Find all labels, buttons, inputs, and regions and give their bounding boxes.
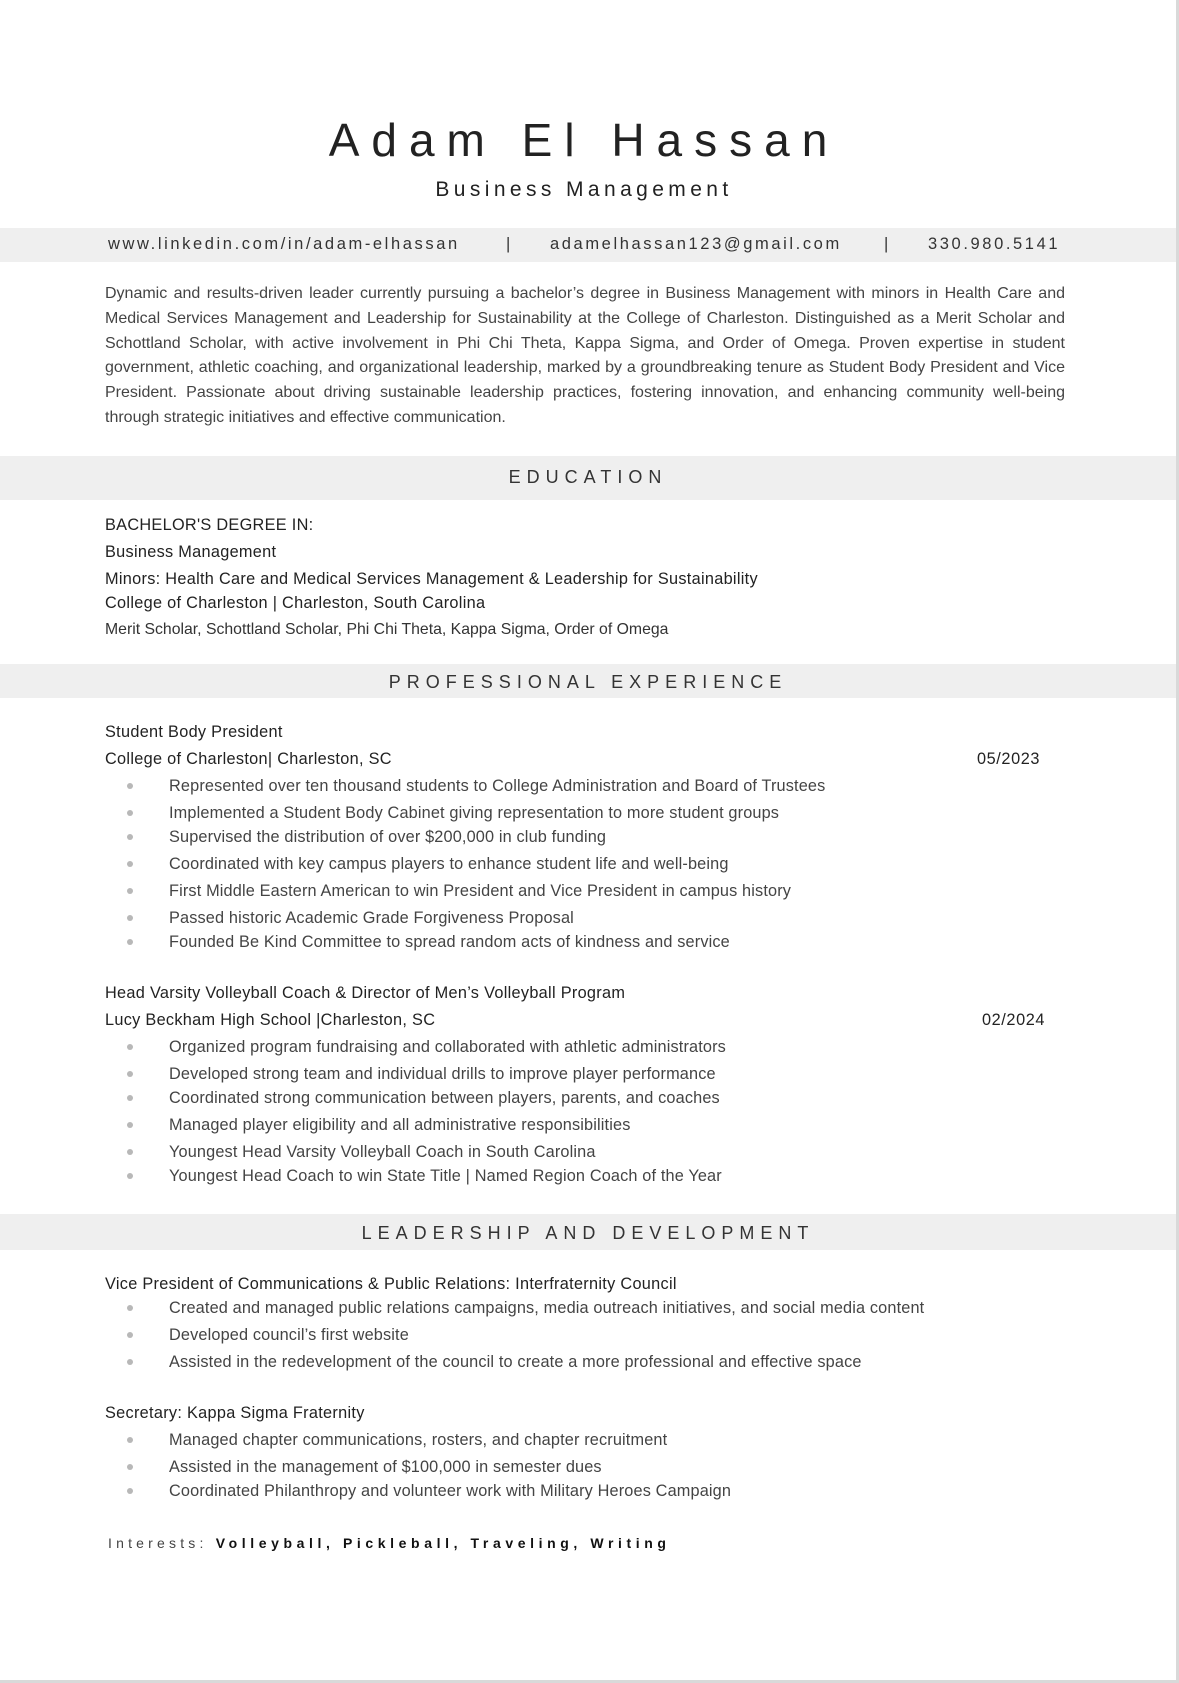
list-item: Coordinated Philanthropy and volunteer work with Military Heroes Campaign [169,1482,732,1500]
list-item: Managed chapter communications, rosters, and chapter recruitment [169,1431,668,1449]
list-item: Founded Be Kind Committee to spread random acts of kindness and service [169,933,730,951]
list-item: Youngest Head Coach to win State Title | Named Region Coach of the Year [169,1167,722,1185]
interests-line [108,1532,671,1554]
bullet-icon [127,1359,133,1365]
professional-summary: Dynamic and results-driven leader currently pursuing a bachelor’s degree in Business Management with minors in Health Care and Medical Services Management and Leadership for Sustainability at the College of Charleston. Distinguished as a Merit Scholar and Schottland Scholar, with active involvement in Phi Chi Theta, Kappa Sigma, and Order of Omega. Proven expertise in student government, athletic coaching, and organizational leadership, marked by a groundbreaking tenure as Student Body President and Vice President. Passionate about driving sustainable leadership practices, fostering innovation, and enhancing community well-being through strategic initiatives and effective communication. [105,285,1065,426]
list-item: Managed player eligibility and all administrative responsibilities [169,1116,631,1134]
job-date: 05/2023 [977,750,1041,768]
role-title: Vice President of Communications & Public Relations: Interfraternity Council [105,1275,677,1293]
bullet-icon [127,1173,133,1179]
list-item: First Middle Eastern American to win President and Vice President in campus history [169,882,792,900]
contact-separator: | [884,235,889,253]
bullet-icon [127,1149,133,1155]
bullet-icon [127,939,133,945]
linkedin-link[interactable]: www.linkedin.com/in/adam-elhassan [108,235,460,253]
bullet-icon [127,915,133,921]
honors: Merit Scholar, Schottland Scholar, Phi Chi Theta, Kappa Sigma, Order of Omega [105,621,669,638]
list-item: Supervised the distribution of over $200,000 in club funding [169,828,607,846]
section-heading-education: EDUCATION [508,467,668,487]
bullet-icon [127,1464,133,1470]
bullet-icon [127,1437,133,1443]
section-heading-experience: PROFESSIONAL EXPERIENCE [388,672,788,692]
bullet-icon [127,1305,133,1311]
school-name: College of Charleston | Charleston, South Carolina [105,594,486,612]
list-item: Created and managed public relations campaigns, media outreach initiatives, and social media content [169,1299,925,1317]
list-item: Coordinated with key campus players to enhance student life and well-being [169,855,729,873]
job-title: Student Body President [105,723,283,741]
role-title: Secretary: Kappa Sigma Fraternity [105,1404,365,1422]
job-organization: Lucy Beckham High School |Charleston, SC [105,1011,436,1029]
contact-separator: | [506,235,511,253]
email-link[interactable]: adamelhassan123@gmail.com [550,235,842,253]
list-item: Coordinated strong communication between players, parents, and coaches [169,1089,720,1107]
candidate-title: Business Management [435,178,733,201]
list-item: Developed council’s first website [169,1326,409,1344]
job-organization: College of Charleston| Charleston, SC [105,750,392,768]
list-item: Represented over ten thousand students to College Administration and Board of Trustees [169,777,826,795]
bullet-icon [127,1332,133,1338]
degree-label: BACHELOR'S DEGREE IN: [105,516,314,534]
list-item: Implemented a Student Body Cabinet giving representation to more student groups [169,804,780,822]
bullet-icon [127,1044,133,1050]
list-item: Assisted in the management of $100,000 in semester dues [169,1458,602,1476]
bullet-icon [127,1071,133,1077]
list-item: Organized program fundraising and collaborated with athletic administrators [169,1038,726,1056]
bullet-icon [127,888,133,894]
interests-value: Volleyball, Pickleball, Traveling, Writing [215,1535,671,1551]
bullet-icon [127,810,133,816]
job-date: 02/2024 [982,1011,1046,1029]
bullet-icon [127,783,133,789]
job-title: Head Varsity Volleyball Coach & Director of Men’s Volleyball Program [105,984,626,1002]
phone-number: 330.980.5141 [928,235,1061,253]
list-item: Developed strong team and individual drills to improve player performance [169,1065,716,1083]
bullet-icon [127,1095,133,1101]
candidate-name: Adam El Hassan [328,114,840,166]
list-item: Assisted in the redevelopment of the council to create a more professional and effective space [169,1353,862,1371]
degree-major: Business Management [105,543,277,561]
bullet-icon [127,834,133,840]
list-item: Passed historic Academic Grade Forgiveness Proposal [169,909,574,927]
bullet-icon [127,1488,133,1494]
interests-label: Interests: [108,1535,208,1551]
bullet-icon [127,861,133,867]
list-item: Youngest Head Varsity Volleyball Coach in South Carolina [169,1143,596,1161]
bullet-icon [127,1122,133,1128]
section-heading-leadership: LEADERSHIP AND DEVELOPMENT [361,1223,815,1243]
degree-minors: Minors: Health Care and Medical Services Management & Leadership for Sustainability [105,570,758,588]
